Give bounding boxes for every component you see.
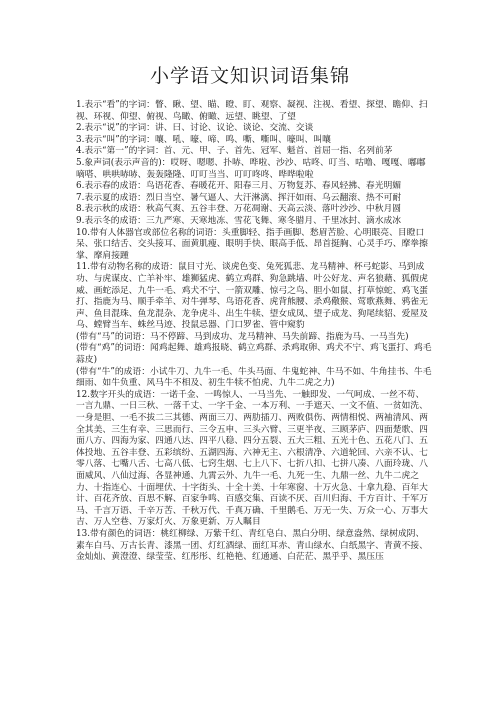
paragraph-horse-idioms: (带有“马”的词语：马不停蹄、马到成功、龙马精神、马失前蹄、指鹿为马、一马当先) xyxy=(76,331,409,342)
document-body xyxy=(76,100,432,564)
paragraph-3-call: 3.表示“叫”的字词：嚷、吼、嚎、啼、鸣、嘶、嘶叫、嚎叫、叫嚷 xyxy=(76,134,331,145)
paragraph-1-look: 1.表示“看”的字词：瞥、瞅、望、瞄、瞪、盯、观察、凝视、注视、看望、探望、瞻仰、扫视、环视、仰望、俯视、鸟瞰、俯瞰、远望、眺望、了望 xyxy=(76,100,428,122)
paragraph-7-summer: 7.表示夏的成语：烈日当空、暑气逼人、大汗淋漓、挥汗如雨、乌云翻滚、热不可耐 xyxy=(76,192,402,203)
paragraph-6-spring: 6.表示春的成语：鸟语花香、春暖花开、阳春三月、万物复苏、春风轻拂、春光明媚 xyxy=(76,181,402,192)
paragraph-ox-idioms: (带有“牛”的成语：小试牛刀、九牛一毛、牛头马面、牛鬼蛇神、牛马不如、牛角挂书、牛毛细雨、如牛负重、风马牛不相及、初生牛犊不怕虎、九牛二虎之力) xyxy=(76,366,432,389)
paragraph-chicken-idioms: (带有“鸡”的词语：闻鸡起舞、雄鸡报晓、鹤立鸡群、杀鸡取卵、鸡犬不宁、鸡飞蛋打、鸡毛蒜皮) xyxy=(76,343,432,366)
paragraph-4-first: 4.表示“第一”的字词：首、元、甲、子、首先、冠军、魁首、首屈一指、名列前茅 xyxy=(76,146,393,157)
paragraph-8-autumn: 8.表示秋的成语：秋高气爽、五谷丰登、万花凋谢、天高云淡、落叶沙沙、中秋月圆 xyxy=(76,204,402,215)
paragraph-2-say: 2.表示“说”的字词：讲、曰、讨论、议论、谈论、交流、交谈 xyxy=(76,123,314,134)
paragraph-12-numbers: 12.数字开头的成语：一诺千金、一鸣惊人、一马当先、一触即发、一气呵成、一丝不苟、一言九鼎、一日三秋、一落千丈、一字千金、一本万利、一手遮天、一文不值、一贫如洗、一身是胆、一毛不拔二三其德、两面三刀、两肋插刀、两败俱伤、两情相悦、两袖清风、两全其美、三生有幸、三思而行、三令五申、三头六臂、三更半夜、三顾茅庐、四面楚歌、四面八方、四海为家、四通八达、四平八稳、四分五裂、五大三粗、五光十色、五花八门、五体投地、五谷丰登、五彩缤纷、五湖四海、六神无主、六根清净、六道轮回、六亲不认、七零八落、七嘴八舌、七高八低、七窍生烟、七上八下、七折八扣、七拼八凑、八面玲珑、八面威风、八仙过海、各显神通、九霄云外、九牛一毛、九死一生、九鼎一丝、九牛二虎之力、十指连心、十面埋伏、十字街头、十全十美、十年寒窗、十万火急、十拿九稳、百年大计、百花齐放、百思不解、百家争鸣、百感交集、百读不厌、百川归海、千方百计、千军万马、千言万语、千辛万苦、千秋万代、千真万确、千里鹅毛、万无一失、万众一心、万事大吉、万人空巷、万家灯火、万象更新、万人瞩目 xyxy=(76,389,428,528)
paragraph-13-colors: 13.带有颜色的词语：桃红柳绿、万紫千红、青红皂白、黑白分明、绿意盎然、绿树成阴、素车白马、万古长青、漆黑一团、灯红酒绿、面红耳赤、青山绿水、白纸黑字、青黄不接、金灿灿、黄澄澄、绿莹莹、红彤彤、红艳艳、红通通、白茫茫、黑乎乎、黑压压 xyxy=(76,528,428,563)
paragraph-9-winter: 9.表示冬的成语：三九严寒、天寒地冻、雪花飞舞、寒冬腊月、千里冰封、滴水成冰 xyxy=(76,215,402,226)
page-title: 小学语文知识词语集锦 xyxy=(149,65,350,87)
paragraph-11-animals: 11.带有动物名称的成语：鼠目寸光、谈虎色变、兔死狐悲、龙马精神、杯弓蛇影、马到成功、与虎谋皮、亡羊补牢、雄狮猛虎、鹤立鸡群、狗急跳墙、叶公好龙、声名狼藉、狐假虎威、画蛇添足、九牛一毛、鸡犬不宁、一箭双雕、惊弓之鸟、胆小如鼠、打草惊蛇、鸡飞蛋打、指鹿为马、顺手牵羊、对牛弹琴、鸟语花香、虎背熊腰、杀鸡儆猴、莺歌燕舞、鸦雀无声、鱼目混珠、鱼龙混杂、龙争虎斗、出生牛犊、望女成凤、望子成龙、狗尾续貂、爱屋及乌、螳臂当车、蛛丝马迹、投鼠忌器、门口罗雀、管中窥豹 xyxy=(76,262,428,331)
paragraph-10-body-parts: 10.带有人体器官或部位名称的词语：头重脚轻、指手画脚、愁眉苦脸、心明眼亮、目瞪口呆、张口结舌、交头接耳、面黄肌瘦、眼明手快、眼高手低、昂首挺胸、心灵手巧、摩拳擦掌、摩肩接踵 xyxy=(76,227,428,261)
paragraph-5-onomatopoeia: 5.象声词(表示声音的)：哎呀、嗯嗯、扑哧、哗啦、沙沙、咕咚、叮当、咕噜、嘎嘎、嘟嘟嘀嗒、哄哄哧哧、轰轰隆隆、叮叮当当、叮叮咚咚、哗哗啦啦 xyxy=(76,157,426,180)
